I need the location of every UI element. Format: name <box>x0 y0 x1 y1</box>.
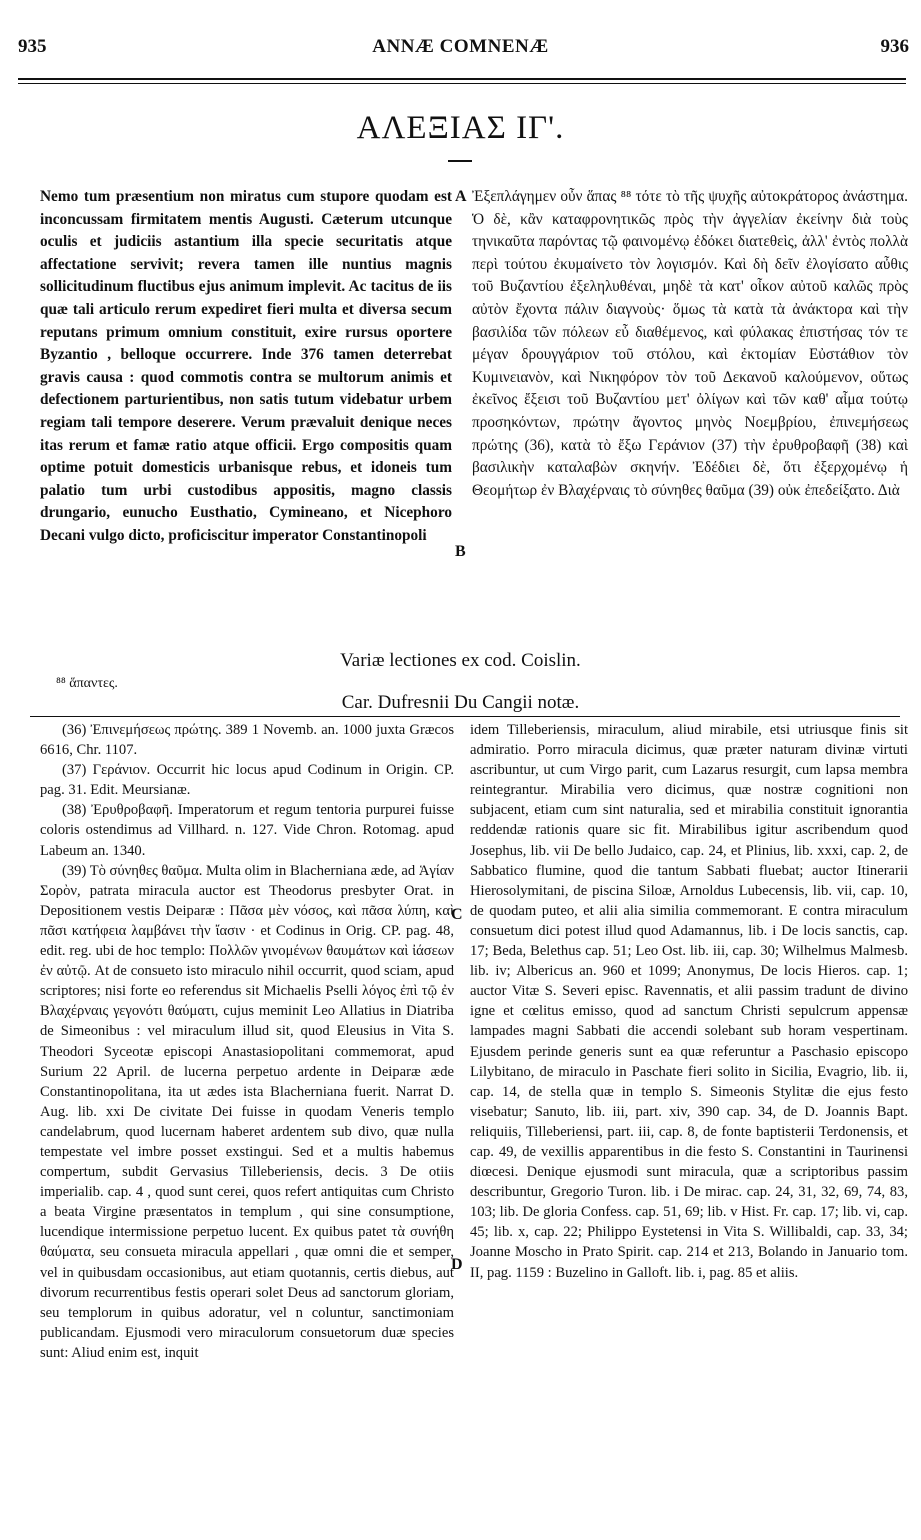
note-38: (38) Ἐρυθροβαφῆ. Imperatorum et regum tentoria purpurei fuisse coloris ostendimus ad Villhard. n. 127. Vide Chron. Rotomag. apud Labeum an. 1340. <box>40 802 454 859</box>
note-36: (36) Ἐπινεμήσεως πρώτης. 389 1 Novemb. an. 1000 juxta Græcos 6616, Chr. 1107. <box>40 722 454 759</box>
variant-reading: ⁸⁸ ἅπαντες. <box>56 676 118 691</box>
title-dash <box>448 160 472 162</box>
section-marker-a: A <box>455 188 467 205</box>
section-marker-c: C <box>451 906 463 923</box>
header-rule <box>18 78 906 80</box>
notes-left-column <box>40 720 454 1363</box>
page-header <box>0 36 921 66</box>
section-marker-d: D <box>451 1256 463 1273</box>
page-number-right: 936 <box>880 36 909 57</box>
note-39-continued: idem Tilleberiensis, miraculum, aliud mirabile, etsi utriusque finis sit admiratio. Porro miracula dicimus, quæ præter naturam divinæ virtuti ascribuntur, ut cum Virgo parit, cum Lazarus resurgit, cum lapsa membra reintegrantur. Mirabilia vero dicimus, quæ nostræ cognitioni non subjacent, etiam cum sint naturalia, sed et mirabilia constituit ignorantia reddendæ rationis quare sic fit. Mirabilibus igitur ascribendum quod Josephus, lib. vii De bello Judaico, cap. 24, et Plinius, lib. xxxi, cap. 2, de Sabbatico flumine, quod die tantum Sabbati fluebat; auctor Itinerarii Hierosolymitani, de piscina Siloæ, Arnoldus Lubecensis, lib. vii, cap. 10, de quodam puteo, et alii alia similia commemorant. E contra miraculum consuetum dici potest illud quod Adamannus, lib. i De locis sanctis, cap. 17; Beda, Belethus cap. 51; Leo Ost. lib. iii, cap. 30; Wilhelmus Malmesb. lib. iv; Albericus an. 960 et 1099; Anonymus, De locis Hieros. cap. 1; auctor Vitæ S. Severi episc. Ravennatis, et alii passim tradunt de divino igne et cœlitus emisso, quod ad sanctum Christi sepulcrum appensæ lampades magni Sabbati die accendi solebant sub horam vespertinam. Ejusdem perinde generis sunt ea quæ referuntur a Paschasio episcopo Lilybitano, de miraculo in Paschate fieri solito in Sicilia, Evagrio, lib. ii, cap. 14, de stella quæ in templo S. Simeonis Stylitæ die ejus festo visebatur; Sanuto, lib. iii, part. xiv, 390 cap. 34, de D. Joannis Bapt. reliquiis, Tilleberiensi, part. iii, cap. 8, de fonte baptisterii Terdonensis, et cap. 49, de vexillis apparentibus in die festo S. Constantini in Taurinensi diœcesi. Denique ejusmodi sunt miracula, quæ a scriptoribus passim describuntur, Gregorio Turon. lib. i De mirac. cap. 24, 31, 32, 69, 74, 83, 103; lib. De gloria Confess. cap. 51, 69; lib. v Hist. Fr. cap. 17; lib. vi, cap. 45; lib. x, cap. 22; Philippo Eystetensi in Vita S. Willibaldi, cap. 33, 34; Joanne Moscho in Prato Spirit. cap. 214 et 213, Bolando in Januario tom. II, pag. 1159 : Buzelino in Galloft. lib. i, pag. 85 et aliis. <box>470 722 908 1281</box>
notes-heading: Car. Dufresnii Du Cangii notæ. <box>341 692 580 713</box>
greek-text-column: Ἐξεπλάγημεν οὖν ἅπας ⁸⁸ τότε τὸ τῆς ψυχῆς αὐτοκράτορος ἀνάστημα. Ὁ δὲ, κἂν καταφρονητικῶς πρὸς τὴν ἀγγελίαν ἐκείνην διὰ τοὺς τηνικαῦτα παρόντας τῷ φαινομένῳ ἐδόκει διατεθεὶς, ἀλλ' ἐντὸς πολλὰ περὶ τούτου ἐκυμαίνετο τὸν λογισμόν. Καὶ δὴ δεῖν ἐλογίσατο αὖθις τοῦ Βυζαντίου ἐξεληλυθέναι, μηδὲ τὰ κατ' οἶκον αὐτοῦ καλῶς πρὸς αὐτὸν ἔχοντα πάλιν διαγνοὺς· ὅμως τὰ κατὰ τὰ ἀνάκτορα καὶ τὴν βασιλίδα τῶν πόλεων εὖ διαθέμενος, καὶ φύλακας ἐπιστήσας τόν τε μέγαν δρουγγάριον τοῦ στόλου, καὶ ἐκτομίαν Εὐστάθιον τὸν Κυμινειανὸν, καὶ Νικηφόρον τὸν τοῦ Δεκανοῦ καλούμενον, οὕτως ἐκεῖνος ἔξεισι τοῦ Βυζαντίου μετ' ὀλίγων καὶ τῶν καθ' αἷμα τούτῳ προσηκόντων, πρώτην ἄγοντος μηνὸς Νοεμβρίου, ἐπινεμήσεως πρώτης (36), κατὰ τὸ ἔξω Γεράνιον (37) τὴν ἐρυθροβαφῆ (38) καὶ βασιλικὴν καταλαβὼν σκηνήν. Ἐδέδιει δὲ, ὅτι ἐξερχομένῳ ἡ Θεομήτωρ ἐν Βλαχέρναις τὸ σύνηθες θαῦμα (39) οὐκ ἐπεδείξατο. Διὰ <box>472 188 908 499</box>
section-marker-b: B <box>455 543 466 560</box>
note-39: (39) Τὸ σύνηθες θαῦμα. Multa olim in Blachernianа æde, ad Ἁγίαν Σορὸν, patrata miracula auctor est Theodorus presbyter Orat. in Depositionem vestis Deiparæ : Πᾶσα μὲν νόσος, καὶ πᾶσα λύπη, καὶ πᾶσι κατήφεια λαμβάνει τὴν ἴασιν · et Codinus in Orig. CP. pag. 48, edit. reg. ubi de hoc templo: Πολλῶν γινομένων θαυμάτων καὶ ἰάσεων ἐν αὐτῷ. At de consueto isto miraculo nihil occurrit, quod sciam, apud scriptores; nisi forte eo referendus sit Michaelis Pselli λόγος ἐπὶ τῷ ἐν Βλαχέρναις γεγονότι θαύματι, cujus meminit Leo Allatius in Diatriba de Simeonibus : vel miraculum illud sit, quod Eleusius in Vita S. Theodori Syceotæ episcopi Anastasiopolitani commemorat, apud Surium 22 April. de lucerna perpetuo ardente in Deiparæ æde Constantinopolitana, ita ut ædes ista Blachernianа fuerit. Narrat D. Aug. lib. xxi De civitate Dei fuisse in quodam Veneris templo candelabrum, quod lucernam haberet ardentem sub divo, quæ nulla tempestate vel imbre posset exstingui. Sed et a multis habemus compertum, subdit Gervasius Tilleberiensis, decis. 3 De otiis imperialib. cap. 4 , quod sunt cerei, quos refert antiquitas cum Christo a beata Virgine præsentatos in templum , qui sine consumptione, lucendique intermissione perpetuo lucent. Ex quibus patet τὰ συνήθη θαύματα, seu consueta miracula appellari , quæ omni die et semper, vel in quibusdam occasionibus, aut etiam quotannis, certis diebus, aut divorum recurrentibus festis operari solet Deus ad sanctorum gloriam, seu templorum in quibus adoratur, vel n coluntur, sanctimoniam publicandam. Ejusmodi vero miraculorum consuetorum duæ species sunt: Aliud enim est, inquit <box>40 862 454 1361</box>
note-37: (37) Γεράνιον. Occurrit hic locus apud Codinum in Origin. CP. pag. 31. Edit. Meursianæ. <box>40 762 454 799</box>
latin-translation-column: Nemo tum præsentium non miratus cum stupore quodam est inconcussam firmitatem mentis Augusti. Cæterum utcunque oculis et judiciis astantium illa specie securitatis atque affectatione servivit; revera tamen ille nuntius magnis sollicitudinum fluctibus ejus animum implevit. Ac tacitus de iis quæ tali articulo rerum expediret fieri multa et diversa secum reputans primum omnium constituit, exire rursus oportere Byzantio , belloque occurrere. Inde 376 tamen deterrebat gravis causa : quod commotis contra se multorum animis et defectionem parturientibus, non satis tutum videbatur urbem regiam tali tempore deserere. Verum prævaluit denique neces itas rerum et famæ ratio atque officii. Ergo compositis quam optime potuit domesticis urbanisque rebus, et idoneis tum palatio tum urbi custodibus appositis, magno classis drungario, eunucho Eusthatio, Cymineano, et Nicephoro Decani vulgo dicto, proficiscitur imperator Constantinopoli <box>40 188 452 544</box>
header-rule-thin <box>18 83 906 84</box>
notes-right-column <box>470 720 908 1283</box>
book-title: ΑΛΕΞΙΑΣ ΙΓ'. <box>356 110 565 146</box>
running-title: ANNÆ COMNENÆ <box>372 36 549 57</box>
notes-rule <box>30 716 900 717</box>
variant-readings-heading: Variæ lectiones ex cod. Coislin. <box>340 650 581 671</box>
page-number-left: 935 <box>18 36 47 57</box>
